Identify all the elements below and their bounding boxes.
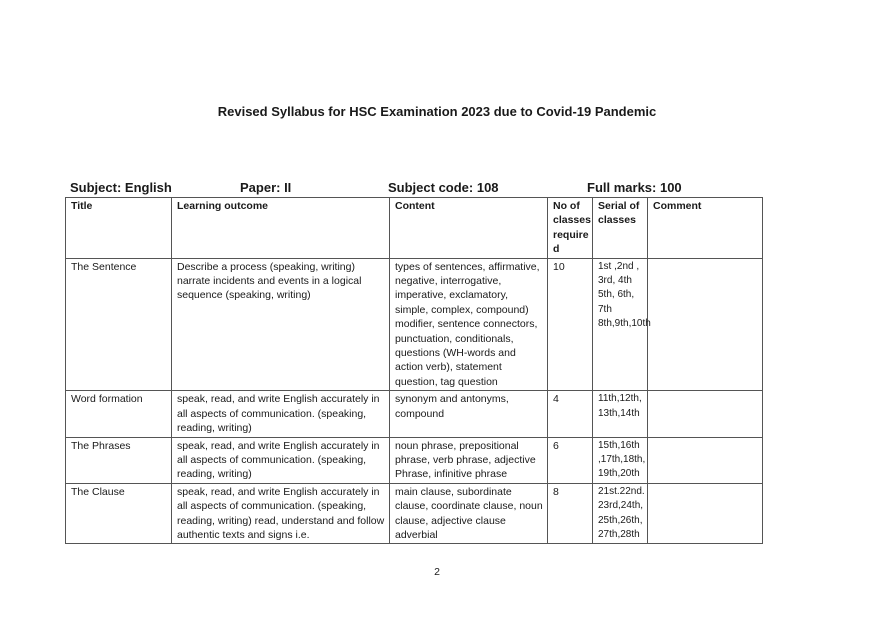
header-learning-outcome: Learning outcome [172,198,390,259]
paper-label: Paper: II [240,180,292,195]
row-no-of-classes: 6 [548,437,593,483]
row-title: The Clause [66,483,172,544]
row-learning-outcome: speak, read, and write English accurately in all aspects of communication. (speaking, reading, writing) [172,437,390,483]
header-title: Title [66,198,172,259]
table-header-row [66,198,763,259]
row-content: noun phrase, prepositional phrase, verb phrase, adjective Phrase, infinitive phrase [390,437,548,483]
document-title: Revised Syllabus for HSC Examination 2023 due to Covid-19 Pandemic [217,104,657,119]
row-serial-of-classes: 1st ,2nd , 3rd, 4th 5th, 6th, 7th 8th,9th,10th [593,258,648,391]
header-no-of-classes: No of classes require d [548,198,593,259]
row-learning-outcome: speak, read, and write English accurately in all aspects of communication. (speaking, reading, writing) [172,391,390,437]
row-serial-of-classes: 15th,16th ,17th,18th, 19th,20th [593,437,648,483]
row-content: types of sentences, affirmative, negative, interrogative, imperative, exclamatory, simple, complex, compound) modifier, sentence connectors, punctuation, conditionals, questions (WH-words and action verb), statement question, tag question [390,258,548,391]
row-serial-of-classes: 11th,12th, 13th,14th [593,391,648,437]
header-content: Content [390,198,548,259]
row-title: Word formation [66,391,172,437]
row-title: The Phrases [66,437,172,483]
subject-info-row [70,180,770,198]
row-serial-of-classes: 21st.22nd. 23rd,24th, 25th,26th, 27th,28th [593,483,648,544]
row-no-of-classes: 10 [548,258,593,391]
syllabus-table [65,197,763,544]
row-content: main clause, subordinate clause, coordinate clause, noun clause, adjective clause adverbial [390,483,548,544]
row-comment [648,391,763,437]
table-row [66,258,763,391]
full-marks-label: Full marks: 100 [587,180,682,195]
header-comment: Comment [648,198,763,259]
page-number: 2 [434,566,440,578]
row-comment [648,258,763,391]
row-title: The Sentence [66,258,172,391]
row-no-of-classes: 8 [548,483,593,544]
table-row [66,391,763,437]
row-comment [648,437,763,483]
table-row [66,483,763,544]
row-content: synonym and antonyms, compound [390,391,548,437]
subject-code-label: Subject code: 108 [388,180,499,195]
header-serial-of-classes: Serial of classes [593,198,648,259]
row-learning-outcome: Describe a process (speaking, writing) narrate incidents and events in a logical sequence (speaking, writing) [172,258,390,391]
row-no-of-classes: 4 [548,391,593,437]
row-comment [648,483,763,544]
table-row [66,437,763,483]
row-learning-outcome: speak, read, and write English accurately in all aspects of communication. (speaking, reading, writing) read, understand and follow authentic texts and signs i.e. [172,483,390,544]
subject-label: Subject: English [70,180,172,195]
